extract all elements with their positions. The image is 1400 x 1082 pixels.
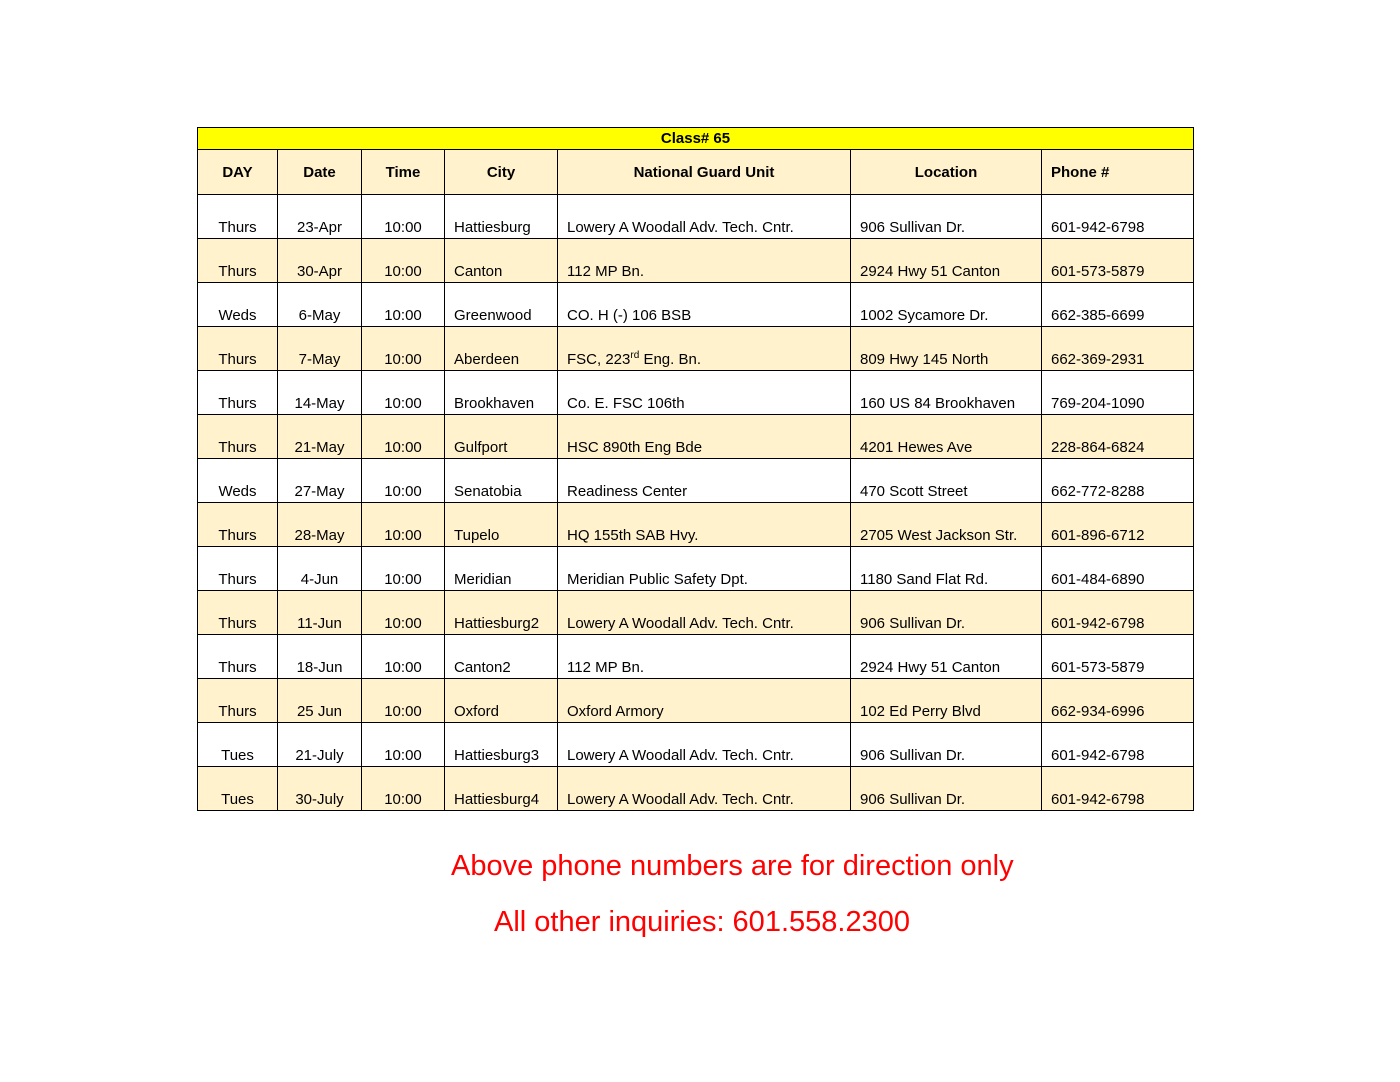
cell-time: 10:00 xyxy=(362,503,445,547)
cell-phone: 662-369-2931 xyxy=(1042,327,1194,371)
cell-unit: Co. E. FSC 106th xyxy=(558,371,851,415)
header-location: Location xyxy=(851,150,1042,195)
cell-phone: 662-934-6996 xyxy=(1042,679,1194,723)
cell-city: Hattiesburg3 xyxy=(445,723,558,767)
cell-time: 10:00 xyxy=(362,195,445,239)
cell-day: Thurs xyxy=(198,371,278,415)
cell-day: Tues xyxy=(198,767,278,811)
cell-date: 6-May xyxy=(278,283,362,327)
table-row xyxy=(198,547,1194,591)
cell-unit: 112 MP Bn. xyxy=(558,635,851,679)
cell-unit: Lowery A Woodall Adv. Tech. Cntr. xyxy=(558,591,851,635)
header-phone: Phone # xyxy=(1042,150,1194,195)
cell-date: 25 Jun xyxy=(278,679,362,723)
cell-unit xyxy=(558,327,851,371)
table-row xyxy=(198,591,1194,635)
cell-time: 10:00 xyxy=(362,635,445,679)
table-row xyxy=(198,195,1194,239)
cell-location: 102 Ed Perry Blvd xyxy=(851,679,1042,723)
table-row xyxy=(198,239,1194,283)
cell-date: 27-May xyxy=(278,459,362,503)
cell-city: Tupelo xyxy=(445,503,558,547)
cell-date: 11-Jun xyxy=(278,591,362,635)
cell-city: Meridian xyxy=(445,547,558,591)
table-header-row xyxy=(198,150,1194,195)
cell-phone: 601-942-6798 xyxy=(1042,195,1194,239)
cell-date: 7-May xyxy=(278,327,362,371)
cell-phone: 228-864-6824 xyxy=(1042,415,1194,459)
cell-unit: 112 MP Bn. xyxy=(558,239,851,283)
cell-date: 18-Jun xyxy=(278,635,362,679)
cell-day: Thurs xyxy=(198,591,278,635)
cell-date: 14-May xyxy=(278,371,362,415)
cell-phone: 601-484-6890 xyxy=(1042,547,1194,591)
cell-time: 10:00 xyxy=(362,767,445,811)
cell-phone: 601-942-6798 xyxy=(1042,723,1194,767)
header-city: City xyxy=(445,150,558,195)
cell-time: 10:00 xyxy=(362,283,445,327)
unit-text: FSC, 223 xyxy=(567,351,631,368)
cell-location: 906 Sullivan Dr. xyxy=(851,591,1042,635)
header-time: Time xyxy=(362,150,445,195)
cell-date: 21-July xyxy=(278,723,362,767)
cell-time: 10:00 xyxy=(362,591,445,635)
cell-city: Canton2 xyxy=(445,635,558,679)
cell-city: Senatobia xyxy=(445,459,558,503)
direction-only-note: Above phone numbers are for direction only xyxy=(451,850,1014,882)
cell-time: 10:00 xyxy=(362,547,445,591)
table-row xyxy=(198,679,1194,723)
cell-day: Weds xyxy=(198,459,278,503)
table-row xyxy=(198,415,1194,459)
cell-day: Tues xyxy=(198,723,278,767)
cell-date: 23-Apr xyxy=(278,195,362,239)
cell-location: 2924 Hwy 51 Canton xyxy=(851,635,1042,679)
cell-unit: Meridian Public Safety Dpt. xyxy=(558,547,851,591)
cell-day: Thurs xyxy=(198,679,278,723)
cell-day: Weds xyxy=(198,283,278,327)
table-title: Class# 65 xyxy=(198,128,1194,150)
cell-date: 28-May xyxy=(278,503,362,547)
cell-city: Hattiesburg2 xyxy=(445,591,558,635)
cell-city: Hattiesburg xyxy=(445,195,558,239)
cell-phone: 601-942-6798 xyxy=(1042,591,1194,635)
cell-unit: CO. H (-) 106 BSB xyxy=(558,283,851,327)
table-row xyxy=(198,767,1194,811)
cell-phone: 662-385-6699 xyxy=(1042,283,1194,327)
cell-day: Thurs xyxy=(198,635,278,679)
header-day: DAY xyxy=(198,150,278,195)
cell-location: 160 US 84 Brookhaven xyxy=(851,371,1042,415)
cell-day: Thurs xyxy=(198,195,278,239)
cell-unit: Oxford Armory xyxy=(558,679,851,723)
cell-phone: 601-573-5879 xyxy=(1042,635,1194,679)
cell-date: 30-July xyxy=(278,767,362,811)
unit-superscript: rd xyxy=(630,350,640,361)
cell-location: 470 Scott Street xyxy=(851,459,1042,503)
cell-day: Thurs xyxy=(198,239,278,283)
cell-location: 906 Sullivan Dr. xyxy=(851,767,1042,811)
table-row xyxy=(198,459,1194,503)
cell-location: 809 Hwy 145 North xyxy=(851,327,1042,371)
cell-phone: 601-573-5879 xyxy=(1042,239,1194,283)
cell-time: 10:00 xyxy=(362,459,445,503)
cell-city: Gulfport xyxy=(445,415,558,459)
table-row xyxy=(198,371,1194,415)
cell-unit: Readiness Center xyxy=(558,459,851,503)
header-unit: National Guard Unit xyxy=(558,150,851,195)
cell-time: 10:00 xyxy=(362,239,445,283)
class-schedule-table xyxy=(197,127,1194,811)
cell-date: 4-Jun xyxy=(278,547,362,591)
cell-unit: Lowery A Woodall Adv. Tech. Cntr. xyxy=(558,723,851,767)
cell-location: 906 Sullivan Dr. xyxy=(851,195,1042,239)
cell-phone: 662-772-8288 xyxy=(1042,459,1194,503)
table-row xyxy=(198,723,1194,767)
cell-phone: 769-204-1090 xyxy=(1042,371,1194,415)
cell-date: 30-Apr xyxy=(278,239,362,283)
cell-city: Aberdeen xyxy=(445,327,558,371)
cell-unit: HQ 155th SAB Hvy. xyxy=(558,503,851,547)
cell-day: Thurs xyxy=(198,503,278,547)
unit-text-suffix: Eng. Bn. xyxy=(639,351,701,368)
cell-location: 4201 Hewes Ave xyxy=(851,415,1042,459)
cell-phone: 601-896-6712 xyxy=(1042,503,1194,547)
cell-date: 21-May xyxy=(278,415,362,459)
cell-city: Hattiesburg4 xyxy=(445,767,558,811)
cell-location: 1002 Sycamore Dr. xyxy=(851,283,1042,327)
cell-city: Oxford xyxy=(445,679,558,723)
cell-time: 10:00 xyxy=(362,371,445,415)
cell-phone: 601-942-6798 xyxy=(1042,767,1194,811)
table-title-row xyxy=(198,128,1194,150)
table-row xyxy=(198,283,1194,327)
header-date: Date xyxy=(278,150,362,195)
cell-unit: Lowery A Woodall Adv. Tech. Cntr. xyxy=(558,767,851,811)
cell-day: Thurs xyxy=(198,327,278,371)
cell-day: Thurs xyxy=(198,415,278,459)
cell-city: Canton xyxy=(445,239,558,283)
cell-time: 10:00 xyxy=(362,723,445,767)
cell-unit: Lowery A Woodall Adv. Tech. Cntr. xyxy=(558,195,851,239)
cell-time: 10:00 xyxy=(362,679,445,723)
cell-unit: HSC 890th Eng Bde xyxy=(558,415,851,459)
table-row xyxy=(198,503,1194,547)
cell-time: 10:00 xyxy=(362,327,445,371)
cell-location: 1180 Sand Flat Rd. xyxy=(851,547,1042,591)
cell-city: Brookhaven xyxy=(445,371,558,415)
table-row xyxy=(198,327,1194,371)
table-row xyxy=(198,635,1194,679)
cell-city: Greenwood xyxy=(445,283,558,327)
cell-location: 906 Sullivan Dr. xyxy=(851,723,1042,767)
cell-day: Thurs xyxy=(198,547,278,591)
cell-location: 2924 Hwy 51 Canton xyxy=(851,239,1042,283)
inquiries-note: All other inquiries: 601.558.2300 xyxy=(494,906,910,938)
cell-time: 10:00 xyxy=(362,415,445,459)
cell-location: 2705 West Jackson Str. xyxy=(851,503,1042,547)
